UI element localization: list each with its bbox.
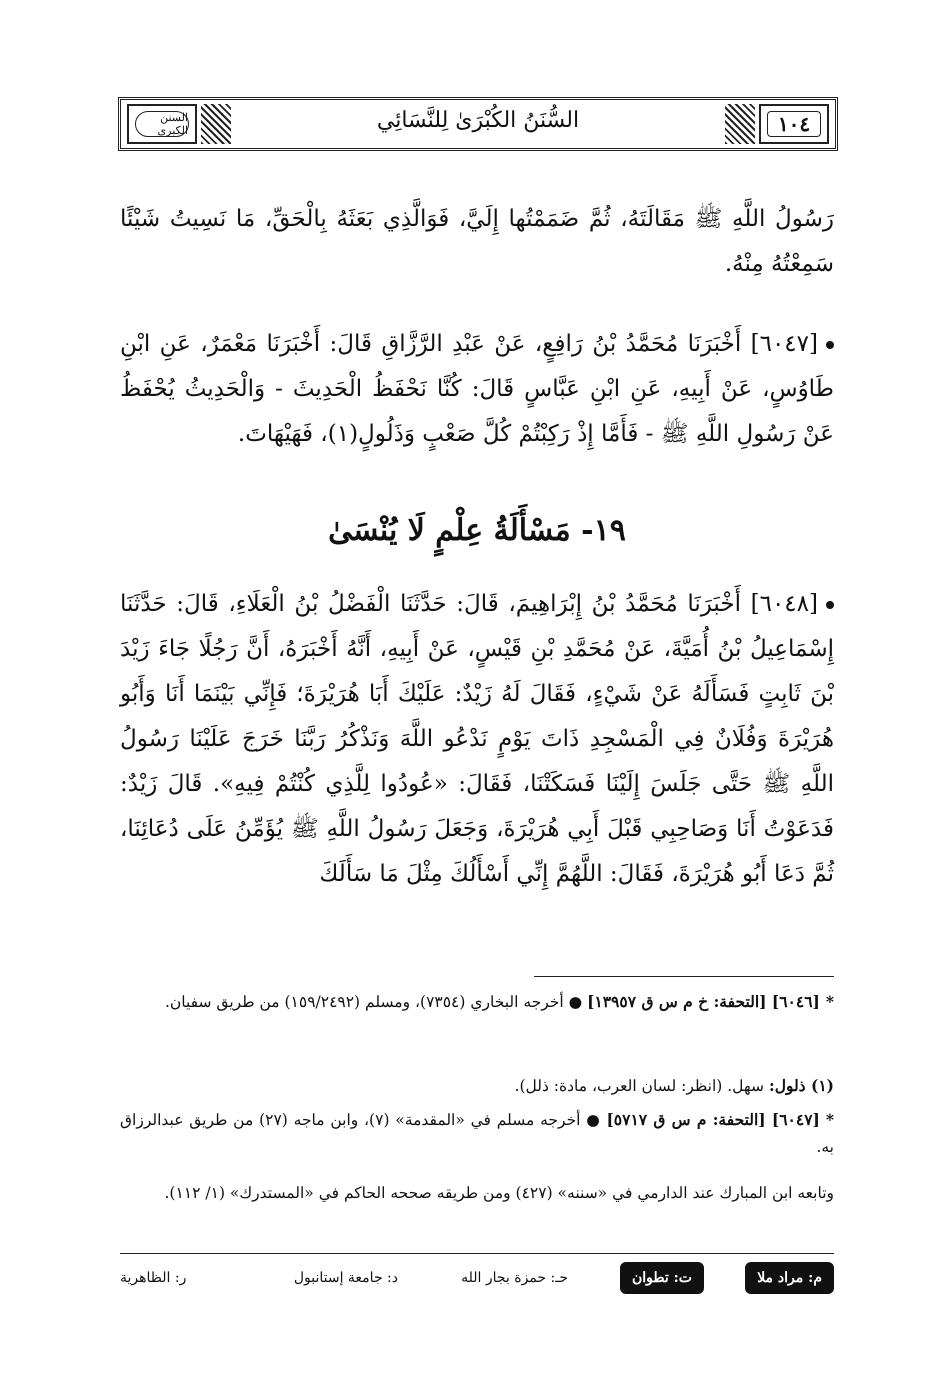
footnote-6047-text: أخرجه مسلم في «المقدمة» (٧)، وابن ماجه (٢٧) من طريق عبدالرزاق به. xyxy=(120,1111,834,1156)
header-ornament-right xyxy=(725,104,755,144)
hadith-6048-text: [٦٠٤٨] أَخْبَرَنَا مُحَمَّدُ بْنُ إِبْرَاهِيمَ، قَالَ: حَدَّثَنَا الْفَضْلُ بْنُ الْعَلَاءِ، قَالَ: حَدَّثَنَا إِسْمَاعِيلُ بْنُ أُمَيَّةَ، عَنْ مُحَمَّدِ بْنِ قَيْسٍ، عَنْ أَبِيهِ، أَنَّهُ أَخْبَرَهُ، أَنَّ رَجُلًا جَاءَ زَيْدَ بْنَ ثَابِتٍ فَسَأَلَهُ عَنْ شَيْءٍ، فَقَالَ لَهُ زَيْدٌ: عَلَيْكَ أَبَا هُرَيْرَةَ؛ فَإِنِّي بَيْنَمَا أَنَا وَأَبُو هُرَيْرَةَ وَفُلَانٌ فِي الْمَسْجِدِ ذَاتَ يَوْمٍ نَدْعُو اللَّهَ وَنَذْكُرُ رَبَّنَا خَرَجَ عَلَيْنَا رَسُولُ اللَّهِ ﷺ حَتَّى جَلَسَ إِلَيْنَا فَسَكَتْنَا، فَقَالَ: «عُودُوا لِلَّذِي كُنْتُمْ فِيهِ». قَالَ زَيْدٌ: فَدَعَوْتُ أَنَا وَصَاحِبِي قَبْلَ أَبِي هُرَيْرَةَ، وَجَعَلَ رَسُولُ اللَّهِ ﷺ يُؤَمِّنُ عَلَى دُعَائِنَا، ثُمَّ دَعَا أَبُو هُرَيْرَةَ، فَقَالَ: اللَّهُمَّ إِنِّي أَسْأَلُكَ مِثْلَ مَا سَأَلَكَ xyxy=(120,591,834,887)
footnote-6046-text: أخرجه البخاري (٧٣٥٤)، ومسلم (١٥٩/٢٤٩٢) من طريق سفيان. xyxy=(164,993,564,1011)
hadith-6047-text: [٦٠٤٧] أَخْبَرَنَا مُحَمَّدُ بْنُ رَافِعٍ، عَنْ عَبْدِ الرَّزَّاقِ قَالَ: أَخْبَرَنَا مَعْمَرٌ، عَنِ ابْنِ طَاوُسٍ، عَنْ أَبِيهِ، عَنِ ابْنِ عَبَّاسٍ قَالَ: كُنَّا نَحْفَظُ الْحَدِيثَ - وَالْحَدِيثُ يُحْفَظُ عَنْ رَسُولِ اللَّهِ ﷺ - فَأَمَّا إِذْ رَكِبْتُمْ كُلَّ صَعْبٍ وَذَلُولٍ(١)، فَهَيْهَاتَ. xyxy=(120,331,834,447)
siglum-d: د: جامعة إستانبول xyxy=(293,1270,398,1286)
hadith-6048 xyxy=(120,582,834,897)
star-icon: * xyxy=(825,1110,834,1129)
page-number-box xyxy=(759,104,829,144)
page-header xyxy=(118,97,838,151)
footer-rule xyxy=(120,1253,834,1254)
footnote-1-text: سهل. (انظر: لسان العرب، مادة: ذلل). xyxy=(514,1077,765,1095)
bullet-icon xyxy=(826,601,834,609)
footnote-6047-label: [٦٠٤٧] [التحفة: م س ق ٥٧١٧] xyxy=(606,1110,820,1129)
footnote-separator xyxy=(534,976,834,977)
chapter-title: ١٩- مَسْأَلَةُ عِلْمٍ لَا يُنْسَىٰ xyxy=(328,513,626,548)
siglum-m: م: مراد ملا xyxy=(745,1262,834,1294)
footnote-6046: *[٦٠٤٦] [التحفة: خ م س ق ١٣٩٥٧] ● أخرجه البخاري (٧٣٥٤)، ومسلم (١٥٩/٢٤٩٢) من طريق سفيان. xyxy=(164,992,834,1011)
star-icon: * xyxy=(825,992,834,1011)
footnote-1 xyxy=(120,1072,834,1100)
hadith-6047 xyxy=(120,322,834,457)
paragraph-continuation: رَسُولُ اللَّهِ ﷺ مَقَالَتَهُ، ثُمَّ ضَمَمْتُها إِلَيَّ، فَوَالَّذِي بَعَثَهُ بِالْحَقِّ، مَا نَسِيتُ شَيْئًا سَمِعْتُهُ مِنْهُ. xyxy=(120,206,834,277)
bullet-icon xyxy=(826,341,834,349)
running-title: السُّنَنُ الكُبْرَىٰ لِلنَّسَائِي xyxy=(376,108,580,133)
footnote-6047: *[٦٠٤٧] [التحفة: م س ق ٥٧١٧] ● أخرجه مسلم في «المقدمة» (٧)، وابن ماجه (٢٧) من طريق عبدالرزاق به. xyxy=(120,1110,834,1156)
siglum-r: ر: الظاهرية xyxy=(120,1270,187,1286)
footnote-1-label: (١) ذلول: xyxy=(768,1076,834,1095)
page-number: ١٠٤ xyxy=(767,111,821,137)
siglum-t: ت: تطوان xyxy=(620,1262,704,1294)
book-logo-text: السنن الكبرى xyxy=(135,111,189,137)
header-ornament-left xyxy=(201,104,231,144)
footnote-6046-label: [٦٠٤٦] [التحفة: خ م س ق ١٣٩٥٧] xyxy=(587,992,820,1011)
book-logo xyxy=(127,104,197,144)
footnote-6047-continued: وتابعه ابن المبارك عند الدارمي في «سننه» (٤٢٧) ومن طريقه صححه الحاكم في «المستدرك» (١/ ١١٢). xyxy=(164,1184,834,1202)
siglum-h: حـ: حمزة بجار الله xyxy=(461,1270,568,1286)
manuscript-sigla xyxy=(120,1262,834,1302)
